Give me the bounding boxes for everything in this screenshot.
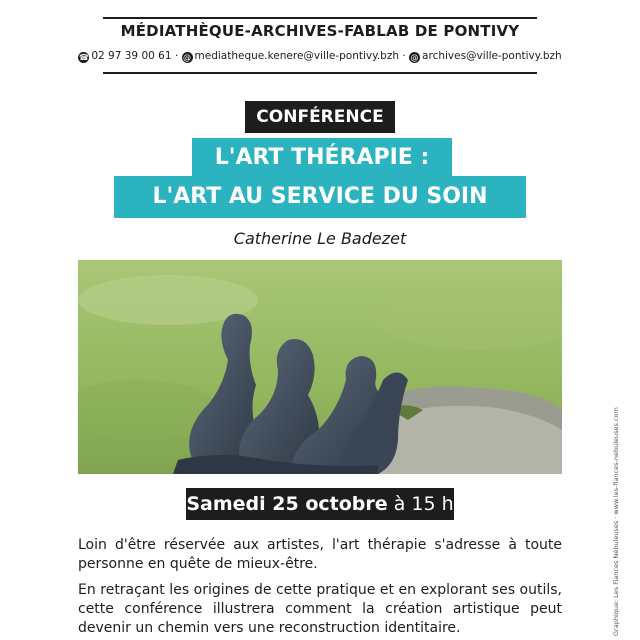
- organization-name: MÉDIATHÈQUE-ARCHIVES-FABLAB DE PONTIVY: [120, 22, 520, 40]
- phone-number[interactable]: 02 97 39 00 61: [91, 50, 172, 62]
- top-rule: [103, 17, 537, 19]
- event-time: à 15 h: [393, 493, 454, 515]
- event-type-label: CONFÉRENCE: [245, 101, 395, 133]
- description-paragraph-1: Loin d'être réservée aux artistes, l'art thérapie s'adresse à toute personne en quête de mieux-être.: [78, 537, 562, 572]
- speaker-name: Catherine Le Badezet: [233, 229, 407, 248]
- email-archives[interactable]: archives@ville-pontivy.bzh: [422, 50, 562, 62]
- email-mediatheque[interactable]: mediatheque.kenere@ville-pontivy.bzh: [194, 50, 400, 62]
- description-paragraph-2: En retraçant les origines de cette pratique et en explorant ses outils, cette conférence illustrera comment la création artistique peut devenir un chemin vers une reconstruction identitaire.: [78, 582, 562, 636]
- at-icon: @: [410, 53, 419, 62]
- event-date: [186, 488, 454, 520]
- contact-line: ☎ 02 97 39 00 61 · @ mediatheque.kenere@ville-pontivy.bzh · @ archives@ville-pontivy.bzh: [78, 50, 562, 62]
- at-icon: @: [183, 53, 192, 62]
- design-credit: Graphique: Les Fiances Nébuleuses · www.les-fiances-nebuleuses.com: [612, 407, 620, 636]
- title-line-1: L'ART THÉRAPIE :: [192, 138, 452, 178]
- sculpture-photo: [78, 260, 562, 474]
- bottom-rule: [103, 72, 537, 74]
- phone-icon: ☎: [78, 53, 89, 62]
- event-date-day: Samedi 25 octobre: [186, 493, 388, 515]
- title-line-2: L'ART AU SERVICE DU SOIN: [114, 176, 526, 218]
